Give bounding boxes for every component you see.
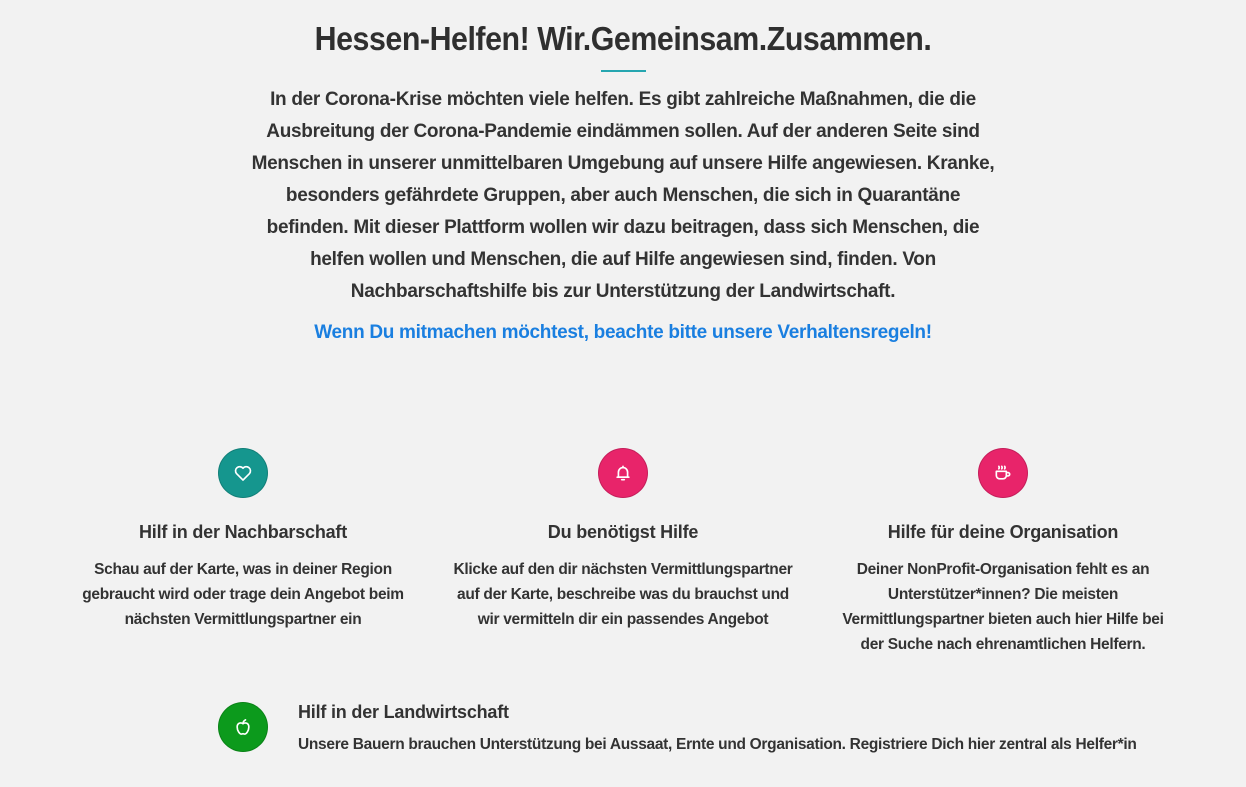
farm-title[interactable]: Hilf in der Landwirtschaft bbox=[298, 702, 509, 722]
card-text: Schau auf der Karte, was in deiner Region gebraucht wird oder trage dein Angebot beim nächsten Vermittlungspartner ein bbox=[82, 561, 404, 628]
bell-icon[interactable] bbox=[598, 448, 648, 498]
title-divider bbox=[601, 70, 646, 72]
card-title[interactable]: Hilf in der Nachbarschaft bbox=[138, 522, 348, 542]
heart-icon[interactable] bbox=[218, 448, 268, 498]
farm-text: Unsere Bauern brauchen Unterstützung bei Aussaat, Ernte und Organisation. Registriere Dich hier zentral als Helfer*in bbox=[298, 736, 1137, 753]
code-of-conduct-link[interactable]: Wenn Du mitmachen möchtest, beachte bitte unsere Verhaltensregeln! bbox=[314, 322, 932, 343]
card-need-help[interactable] bbox=[453, 448, 793, 632]
page-title: Hessen-Helfen! Wir.Gemeinsam.Zusammen. bbox=[314, 20, 932, 57]
apple-icon[interactable] bbox=[218, 702, 268, 752]
intro-text: In der Corona-Krise möchten viele helfen. Es gibt zahlreiche Maßnahmen, die die Ausbreitung der Corona-Pandemie eindämmen sollen. Auf der anderen Seite sind Menschen in unserer unmittelbaren Umgebung auf unsere Hilfe angewiesen. Kranke, besonders gefährdete Gruppen, aber auch Menschen, die sich in Quarantäne befinden. Mit dieser Plattform wollen wir dazu beitragen, dass sich Menschen, die helfen wollen und Menschen, die auf Hilfe angewiesen sind, finden. Von Nachbarschaftshilfe bis zur Unterstützung der Landwirtschaft. bbox=[251, 89, 995, 302]
card-title[interactable]: Du benötigst Hilfe bbox=[547, 522, 699, 542]
card-neighborhood[interactable] bbox=[73, 448, 413, 632]
card-organization[interactable] bbox=[833, 448, 1173, 657]
card-text: Klicke auf den dir nächsten Vermittlungspartner auf der Karte, beschreibe was du brauchst und wir vermitteln dir ein passendes Angebot bbox=[453, 561, 793, 628]
card-title[interactable]: Hilfe für deine Organisation bbox=[887, 522, 1119, 542]
coffee-cup-icon[interactable] bbox=[978, 448, 1028, 498]
card-text: Deiner NonProfit-Organisation fehlt es an Unterstützer*innen? Die meisten Vermittlungspartner bieten auch hier Hilfe bei der Suche nach ehrenamtlichen Helfern. bbox=[842, 561, 1164, 653]
